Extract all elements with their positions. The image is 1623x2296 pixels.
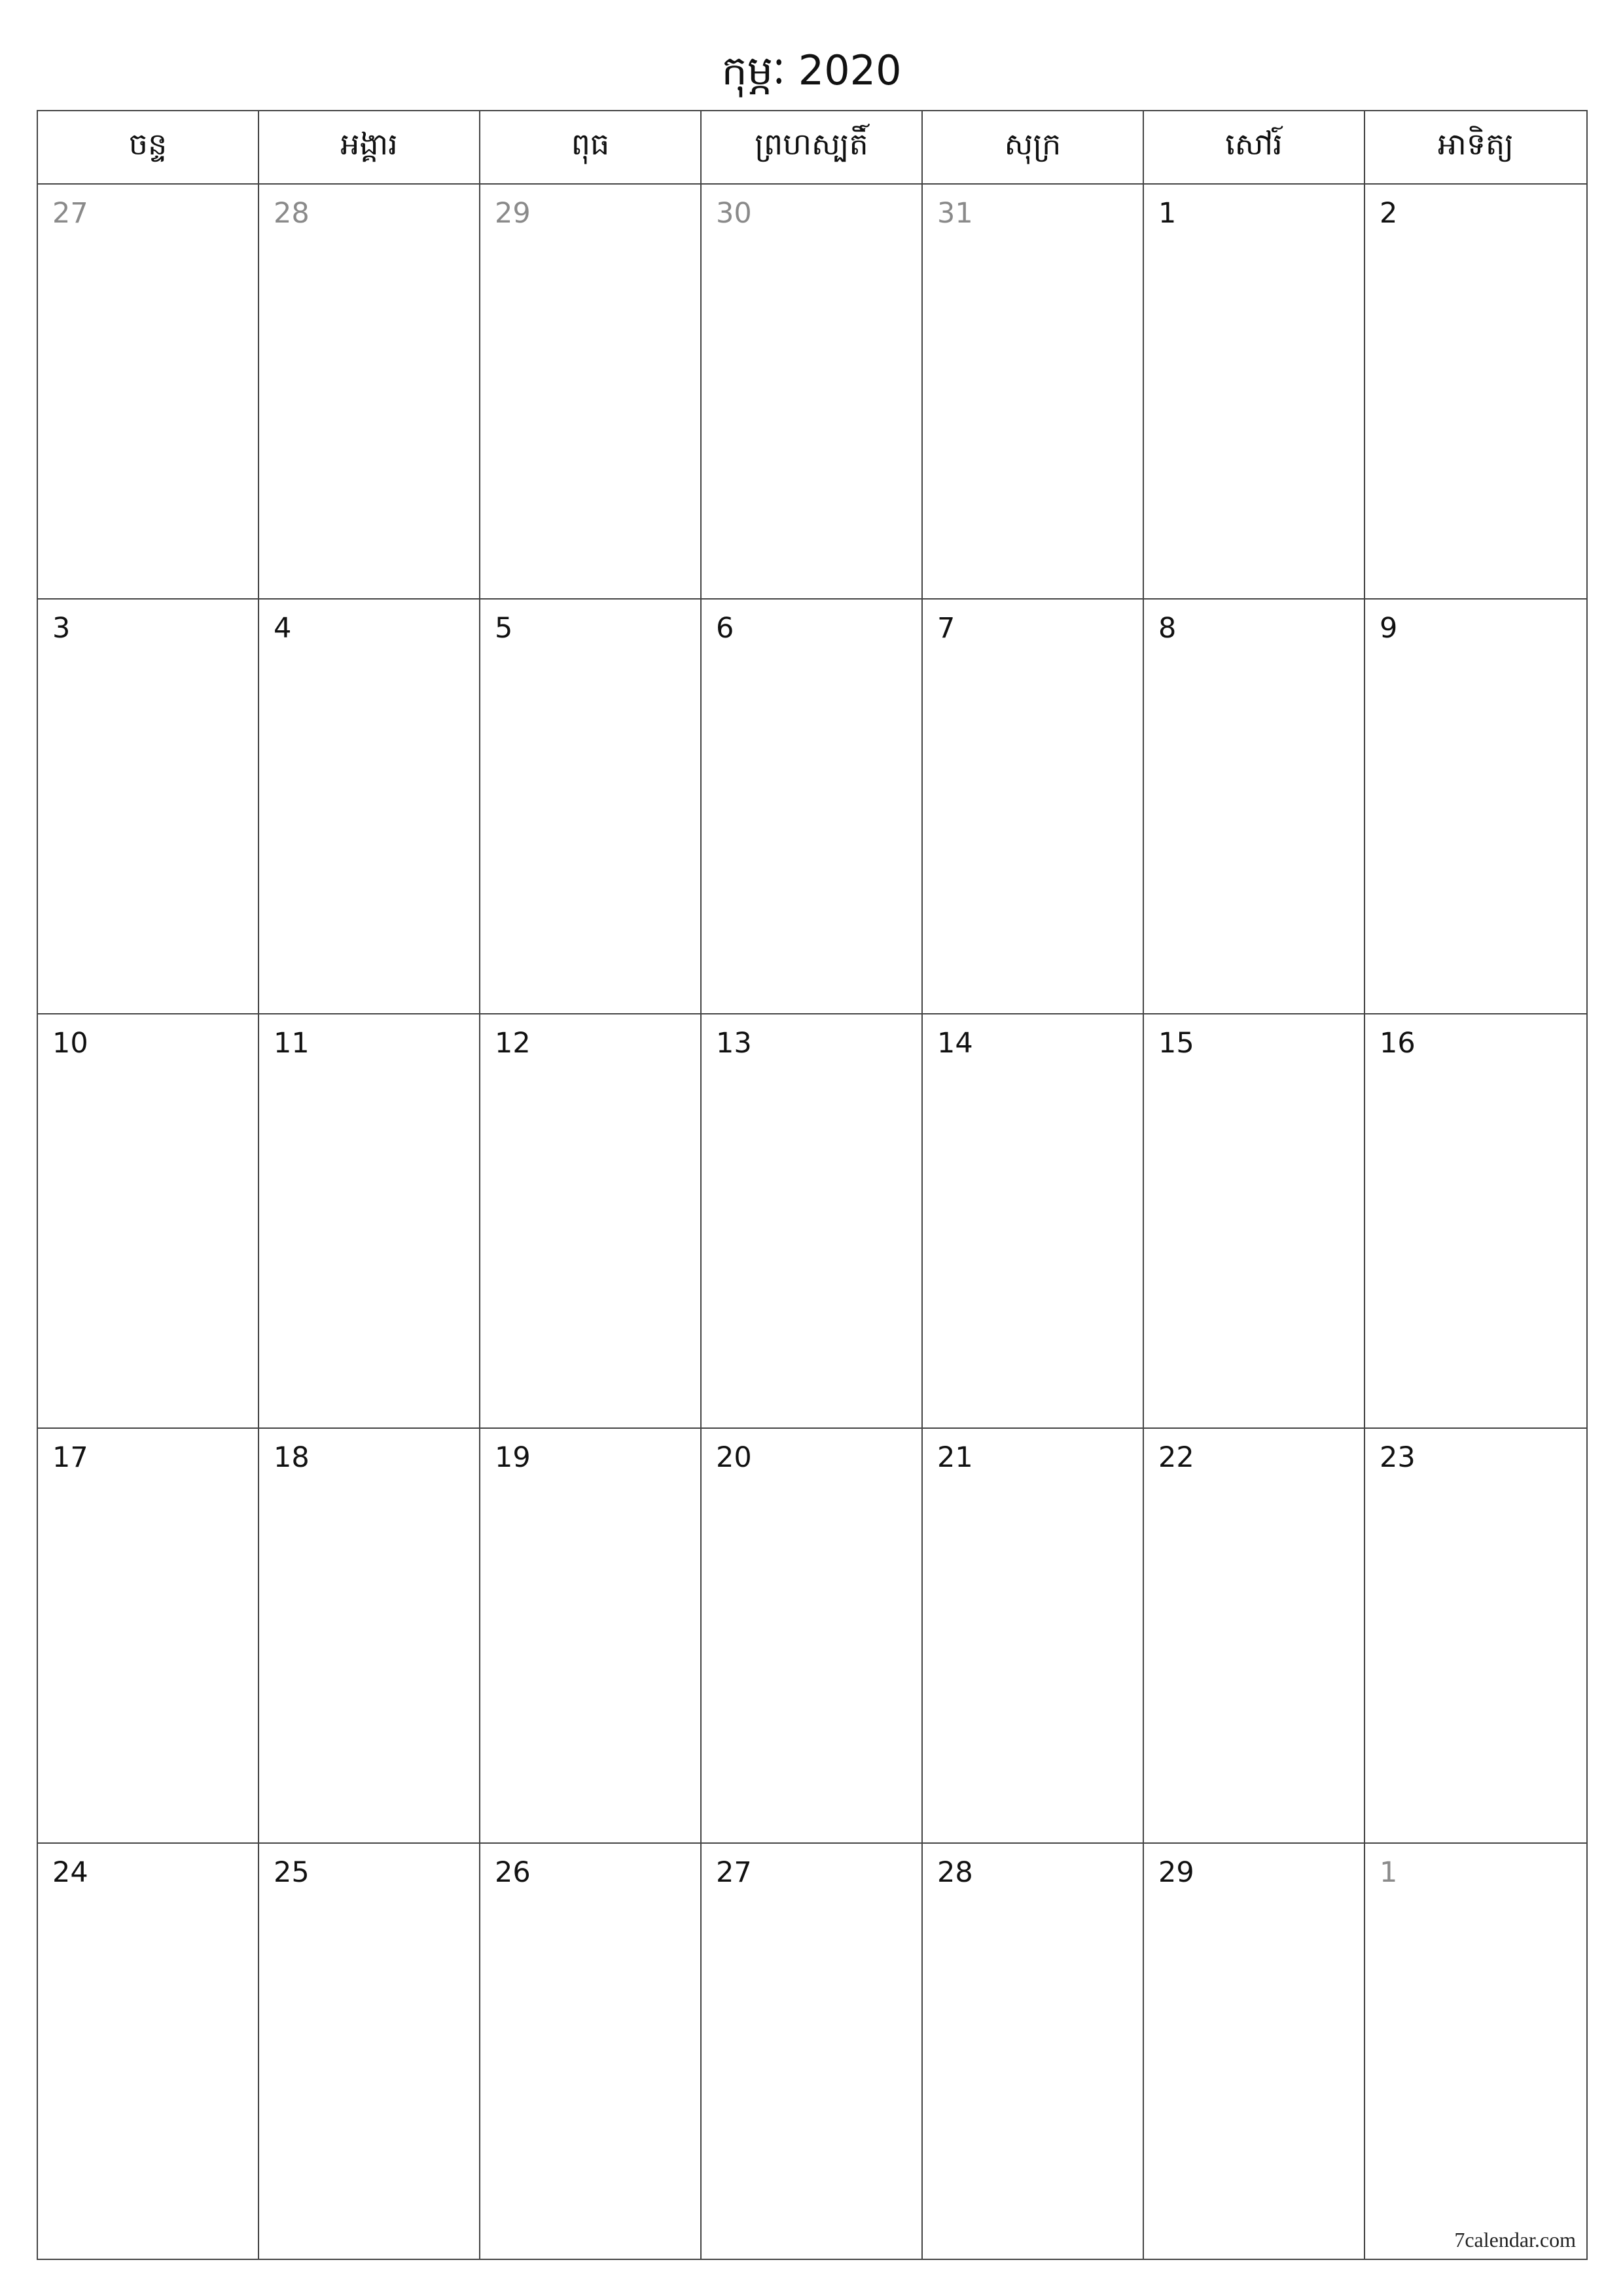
- weekday-header: សៅរ៍: [1144, 111, 1365, 185]
- day-cell[interactable]: [259, 600, 480, 1014]
- day-number: 30: [716, 197, 752, 230]
- day-cell[interactable]: [259, 1014, 480, 1429]
- day-cell[interactable]: [702, 600, 923, 1014]
- day-number: 29: [495, 197, 531, 230]
- day-number: 12: [495, 1026, 531, 1060]
- day-cell[interactable]: [923, 600, 1144, 1014]
- day-cell[interactable]: [1144, 600, 1365, 1014]
- day-cell-other-month[interactable]: [480, 185, 702, 600]
- day-number: 27: [52, 197, 88, 230]
- day-number: 11: [274, 1026, 310, 1060]
- day-number: 3: [52, 611, 71, 645]
- day-cell[interactable]: [480, 1014, 702, 1429]
- day-cell[interactable]: [702, 1429, 923, 1844]
- day-number: 16: [1380, 1026, 1416, 1060]
- day-cell[interactable]: [1365, 600, 1586, 1014]
- day-number: 8: [1158, 611, 1177, 645]
- day-cell[interactable]: [480, 1429, 702, 1844]
- day-number: 7: [937, 611, 955, 645]
- day-number: 1: [1158, 197, 1177, 230]
- day-cell[interactable]: [1365, 1429, 1586, 1844]
- day-number: 1: [1380, 1856, 1398, 1890]
- weekday-header: ពុធ: [480, 111, 702, 185]
- day-number: 25: [274, 1856, 310, 1890]
- day-number: 29: [1158, 1856, 1194, 1890]
- day-cell[interactable]: [38, 1844, 259, 2259]
- day-number: 27: [716, 1856, 752, 1890]
- day-cell[interactable]: [259, 1844, 480, 2259]
- day-number: 2: [1380, 197, 1398, 230]
- day-number: 24: [52, 1856, 88, 1890]
- day-cell[interactable]: [480, 1844, 702, 2259]
- day-number: 10: [52, 1026, 88, 1060]
- day-number: 28: [274, 197, 310, 230]
- day-cell[interactable]: [480, 600, 702, 1014]
- day-number: 28: [937, 1856, 973, 1890]
- day-number: 14: [937, 1026, 973, 1060]
- weekday-header: ចន្ទ: [38, 111, 259, 185]
- day-number: 21: [937, 1441, 973, 1475]
- day-cell-other-month[interactable]: [259, 185, 480, 600]
- weekday-header: អង្គារ: [259, 111, 480, 185]
- day-number: 9: [1380, 611, 1398, 645]
- day-cell[interactable]: [702, 1014, 923, 1429]
- weekday-header: ព្រហស្បតិ៍: [702, 111, 923, 185]
- watermark-text: 7calendar.com: [1454, 2227, 1576, 2251]
- day-number: 19: [495, 1441, 531, 1475]
- day-cell[interactable]: [1365, 1014, 1586, 1429]
- day-number: 20: [716, 1441, 752, 1475]
- day-cell[interactable]: [702, 1844, 923, 2259]
- month-grid: [37, 110, 1588, 2260]
- day-number: 4: [274, 611, 292, 645]
- day-number: 18: [274, 1441, 310, 1475]
- day-number: 15: [1158, 1026, 1194, 1060]
- day-number: 26: [495, 1856, 531, 1890]
- day-cell[interactable]: [1144, 185, 1365, 600]
- day-cell[interactable]: [38, 600, 259, 1014]
- day-cell-other-month[interactable]: [923, 185, 1144, 600]
- day-number: 23: [1380, 1441, 1416, 1475]
- day-cell[interactable]: [923, 1429, 1144, 1844]
- day-number: 17: [52, 1441, 88, 1475]
- day-number: 22: [1158, 1441, 1194, 1475]
- day-number: 6: [716, 611, 734, 645]
- weekday-header: អាទិត្យ: [1365, 111, 1586, 185]
- day-cell[interactable]: [1144, 1844, 1365, 2259]
- day-cell[interactable]: [38, 1014, 259, 1429]
- day-cell-other-month[interactable]: [702, 185, 923, 600]
- day-cell[interactable]: [38, 1429, 259, 1844]
- day-cell-other-month[interactable]: [1365, 1844, 1586, 2259]
- day-cell-other-month[interactable]: [38, 185, 259, 600]
- day-cell[interactable]: [1365, 185, 1586, 600]
- day-number: 31: [937, 197, 973, 230]
- day-number: 13: [716, 1026, 752, 1060]
- day-cell[interactable]: [923, 1014, 1144, 1429]
- calendar-title: កុម្ភៈ 2020: [721, 46, 902, 94]
- day-cell[interactable]: [1144, 1429, 1365, 1844]
- weekday-header: សុក្រ: [923, 111, 1144, 185]
- day-cell[interactable]: [259, 1429, 480, 1844]
- day-cell[interactable]: [923, 1844, 1144, 2259]
- day-number: 5: [495, 611, 513, 645]
- day-cell[interactable]: [1144, 1014, 1365, 1429]
